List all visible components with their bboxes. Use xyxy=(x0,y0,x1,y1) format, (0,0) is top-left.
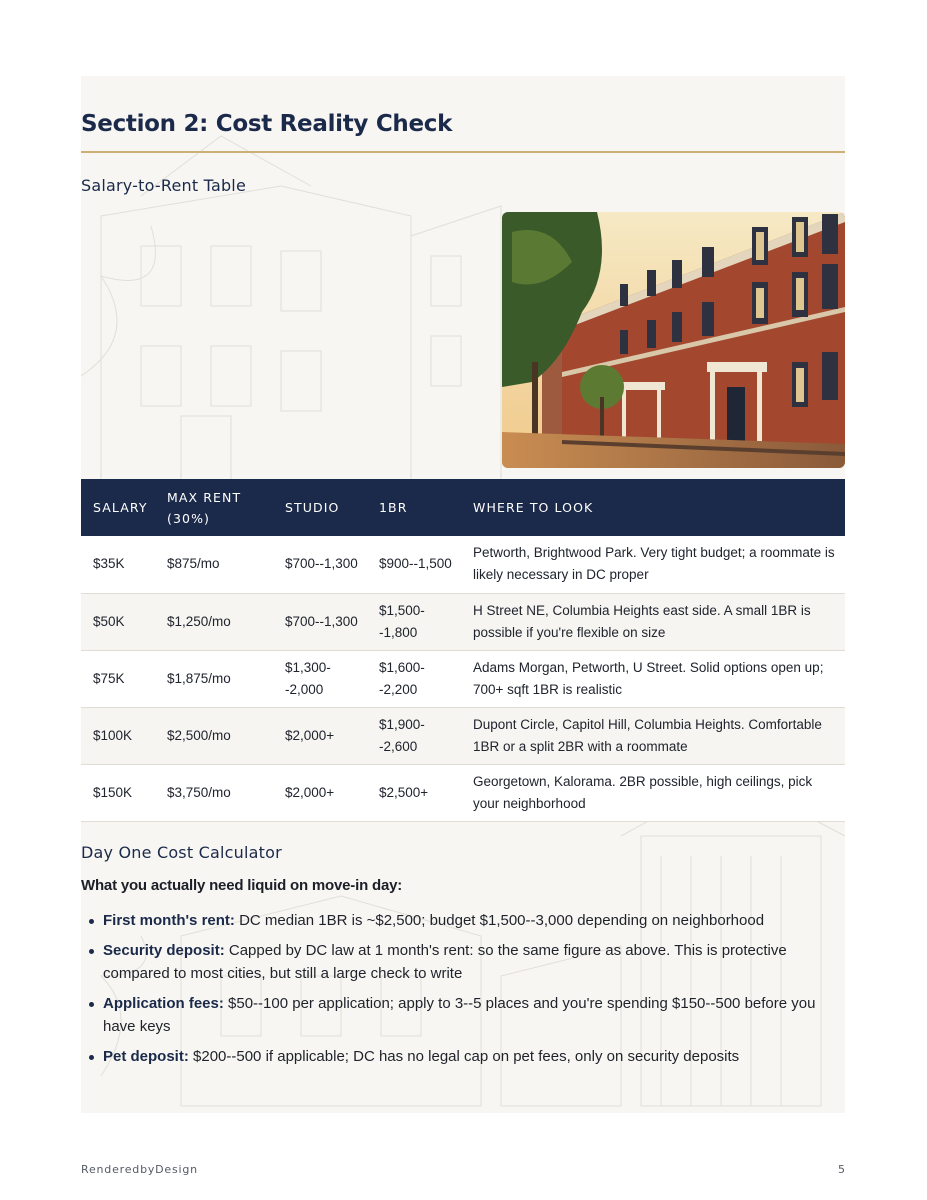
cell-1br: $1,600--2,200 xyxy=(367,650,461,707)
cost-label: First month's rent: xyxy=(103,912,235,929)
cell-studio: $2,000+ xyxy=(273,764,367,821)
salary-table-heading: Salary-to-Rent Table xyxy=(81,176,246,195)
column-header-studio: STUDIO xyxy=(285,500,340,515)
cell-where-to-look: H Street NE, Columbia Heights east side. A small 1BR is possible if you're flexible on size xyxy=(461,593,845,650)
list-item xyxy=(103,992,848,1038)
cell-max-rent: $2,500/mo xyxy=(155,707,273,764)
cell-max-rent: $875/mo xyxy=(155,536,273,593)
table-header-row xyxy=(81,479,845,536)
calculator-heading: Day One Cost Calculator xyxy=(81,843,282,862)
cost-text: $50--100 per application; apply to 3--5 places and you're spending $150--500 before you have keys xyxy=(103,995,816,1035)
table-row xyxy=(81,650,845,707)
cell-max-rent: $1,250/mo xyxy=(155,593,273,650)
cost-text: $200--500 if applicable; DC has no legal cap on pet fees, only on security deposits xyxy=(188,1048,740,1065)
cost-text: Capped by DC law at 1 month's rent: so the same figure as above. This is protective compared to most cities, but still a large check to write xyxy=(103,942,787,982)
column-header-where-to-look: WHERE TO LOOK xyxy=(473,500,594,515)
cost-label: Security deposit: xyxy=(103,942,225,959)
cost-text: DC median 1BR is ~$2,500; budget $1,500--3,000 depending on neighborhood xyxy=(234,912,765,929)
cell-1br: $2,500+ xyxy=(367,764,461,821)
footer-brand: RenderedbyDesign xyxy=(81,1163,198,1176)
list-item xyxy=(103,1045,848,1068)
cell-studio: $1,300--2,000 xyxy=(273,650,367,707)
table-row xyxy=(81,536,845,593)
cell-1br: $1,500--1,800 xyxy=(367,593,461,650)
list-item xyxy=(103,909,848,932)
cell-studio: $700--1,300 xyxy=(273,593,367,650)
section-title: Section 2: Cost Reality Check xyxy=(81,111,453,137)
cell-studio: $700--1,300 xyxy=(273,536,367,593)
title-divider xyxy=(81,151,845,153)
cell-1br: $1,900--2,600 xyxy=(367,707,461,764)
page-number: 5 xyxy=(838,1163,845,1176)
table-row xyxy=(81,593,845,650)
cell-salary: $75K xyxy=(81,650,155,707)
cost-list xyxy=(103,909,848,1075)
cost-label: Pet deposit: xyxy=(103,1048,189,1065)
table-row xyxy=(81,764,845,821)
cell-salary: $50K xyxy=(81,593,155,650)
cell-where-to-look: Georgetown, Kalorama. 2BR possible, high ceilings, pick your neighborhood xyxy=(461,764,845,821)
column-header-salary: SALARY xyxy=(93,500,148,515)
calculator-lead: What you actually need liquid on move-in day: xyxy=(81,877,403,894)
rowhouse-street-photo xyxy=(502,212,845,468)
cell-salary: $100K xyxy=(81,707,155,764)
cell-where-to-look: Adams Morgan, Petworth, U Street. Solid options open up; 700+ sqft 1BR is realistic xyxy=(461,650,845,707)
cell-where-to-look: Dupont Circle, Capitol Hill, Columbia Heights. Comfortable 1BR or a split 2BR with a roommate xyxy=(461,707,845,764)
cell-max-rent: $1,875/mo xyxy=(155,650,273,707)
list-item xyxy=(103,939,848,985)
table-row xyxy=(81,707,845,764)
cell-where-to-look: Petworth, Brightwood Park. Very tight budget; a roommate is likely necessary in DC proper xyxy=(461,536,845,593)
cell-studio: $2,000+ xyxy=(273,707,367,764)
cell-1br: $900--1,500 xyxy=(367,536,461,593)
column-header-1br: 1BR xyxy=(379,500,408,515)
cell-salary: $35K xyxy=(81,536,155,593)
salary-to-rent-table xyxy=(81,479,845,822)
cell-max-rent: $3,750/mo xyxy=(155,764,273,821)
cost-label: Application fees: xyxy=(103,995,224,1012)
column-header-max-rent: MAX RENT (30%) xyxy=(167,489,242,526)
cell-salary: $150K xyxy=(81,764,155,821)
